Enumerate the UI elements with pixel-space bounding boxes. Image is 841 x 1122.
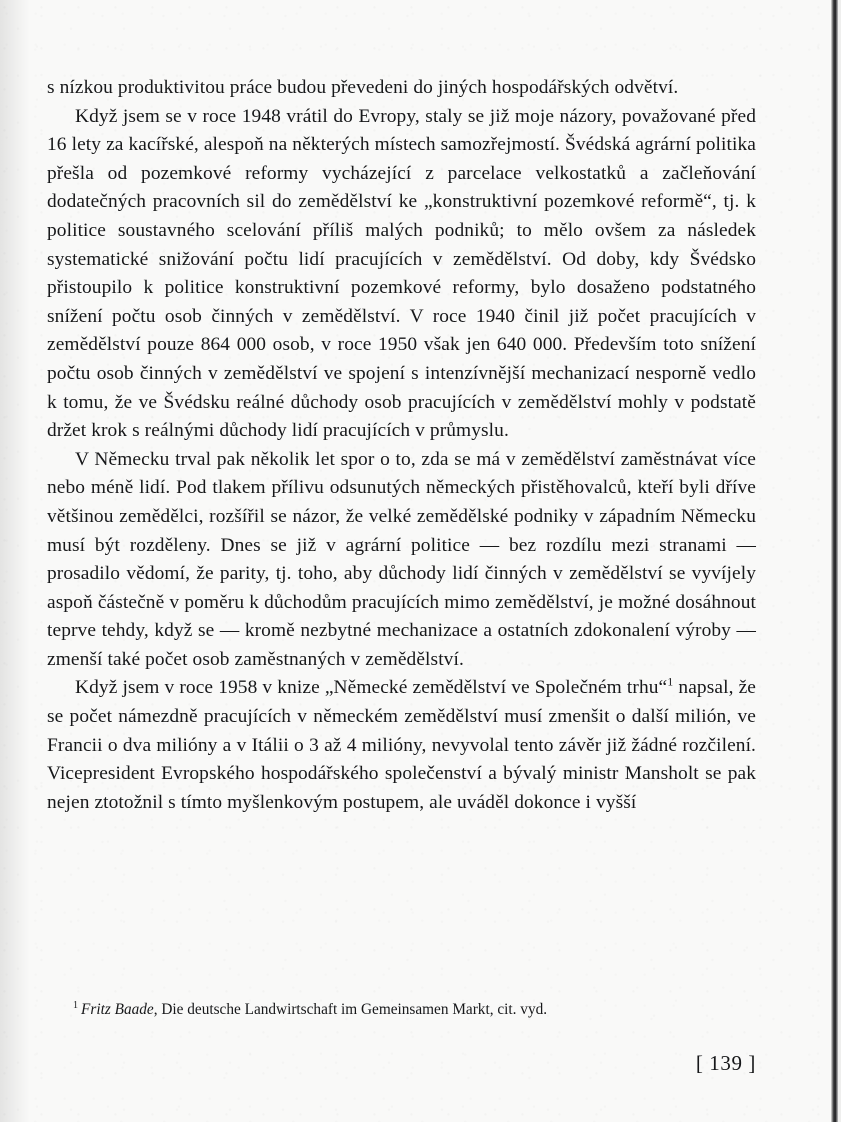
paragraph-continuation: s nízkou produktivitou práce budou převedeni do jiných hospodářských odvětví. [47,77,679,98]
paragraph-text-before-footnote-ref: Když jsem v roce 1958 v knize „Německé zemědělství ve Společném trhu“ [75,677,668,699]
footnote-entry [47,1000,756,1020]
scan-edge-right [831,0,838,1122]
footnote-reference-marker[interactable]: 1 [667,675,674,689]
footnote-author: Fritz Baade [81,1001,154,1018]
footnote-citation-text: , Die deutsche Landwirtschaft im Gemeinsamen Markt, cit. vyd. [153,1001,548,1018]
page-number: [ 139 ] [695,1051,756,1075]
paragraph-germany-debate: V Německu trval pak několik let spor o to, zda se má v zemědělství zaměstnávat více nebo méně lidí. Pod tlakem přílivu odsunutých německých přistěhovalců, kteří byli dříve většinou zemědělci, rozšířil se názor, že velké zemědělské podniky v západním Německu musí být rozděleny. Dnes se již v agrární politice — bez rozdílu mezi stranami — prosadilo vědomí, že parity, tj. toho, aby důchody lidí činných v zemědělství se vyvíjely aspoň částečně v poměru k důchodům pracujících mimo zemědělství, je možné dosáhnout teprve tehdy, když se — kromě nezbytné mechanizace a ostatních zdokonalení výroby — zmenší také počet osob zaměstnaných v zemědělství. [47,448,756,670]
left-gutter-shadow [0,0,30,1122]
footnote-number: 1 [73,999,79,1011]
paragraph-book-1958 [47,674,756,817]
page-text-block [47,74,756,817]
footnote-area [47,1000,756,1020]
paragraph-text-after-footnote-ref: napsal, že se počet námezdně pracujících v německém zemědělství musí zmenšit o další milión, ve Francii o dva milióny a v Itálii o 3 až 4 milióny, nevyvolal tento závěr již žádné rozčilení. Vicepresident Evropského hospodářského společenství a bývalý ministr Mansholt se pak nejen ztotožnil s tímto myšlenkovým postupem, ale uváděl dokonce i vyšší [47,677,756,813]
paragraph-sweden-agrarian-policy: Když jsem se v roce 1948 vrátil do Evropy, staly se již moje názory, považované před 16 lety za kacířské, alespoň na některých místech samozřejmostí. Švédská agrární politika přešla od pozemkové reformy vycházející z parcelace velkostatků a začleňování dodatečných pracovních sil do zemědělství ke „konstruktivní pozemkové reformě“, tj. k politice soustavného scelování příliš malých podniků; to mělo ovšem za následek systematické snižování počtu lidí pracujících v zemědělství. Od doby, kdy Švédsko přistoupilo k politice konstruktivní pozemkové reformy, bylo dosaženo podstatného snížení počtu osob činných v zemědělství. V roce 1940 činil již počet pracujících v zemědělství pouze 864 000 osob, v roce 1950 však jen 640 000. Především toto snížení počtu osob činných v zemědělství ve spojení s intenzívnější mechanizací nesporně vedlo k tomu, že ve Švédsku reálné důchody osob pracujících v zemědělství mohly v podstatě držet krok s reálnými důchody lidí pracujících v průmyslu. [47,105,756,442]
